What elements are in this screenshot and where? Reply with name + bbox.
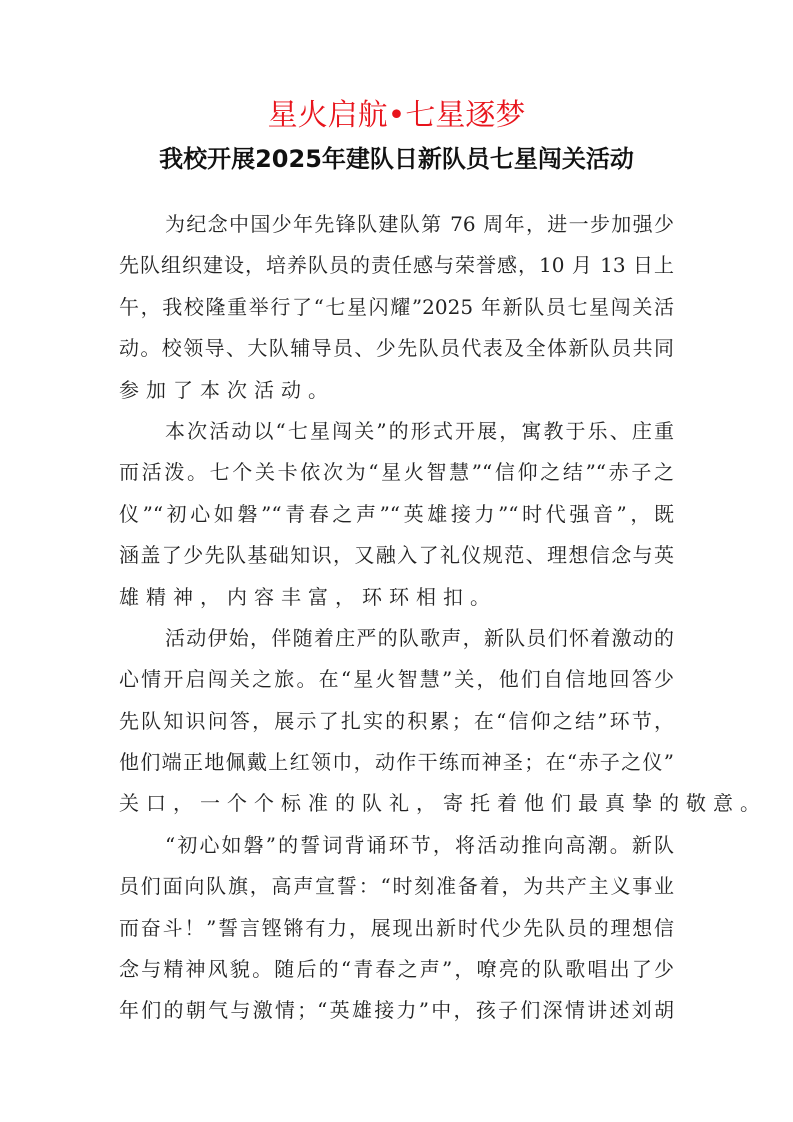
text-line: 活动伊始，伴随着庄严的队歌声，新队员们怀着激动的 bbox=[165, 625, 674, 650]
text-line: 而奋斗！”誓言铿锵有力，展现出新时代少先队员的理想信 bbox=[119, 915, 674, 940]
text-line: “初心如磐”的誓词背诵环节，将活动推向高潮。新队 bbox=[165, 832, 674, 857]
text-line: 他们端正地佩戴上红领巾，动作干练而神圣；在“赤子之仪” bbox=[119, 750, 674, 775]
text-line: 而活泼。七个关卡依次为“星火智慧”“信仰之结”“赤子之 bbox=[119, 460, 674, 485]
text-line: 本次活动以“七星闯关”的形式开展，寓教于乐、庄重 bbox=[165, 418, 674, 443]
text-line: 关口，一个个标准的队礼，寄托着他们最真挚的敬意。 bbox=[119, 791, 767, 816]
paragraph-1 bbox=[119, 204, 674, 411]
text-line: 先队知识问答，展示了扎实的积累；在“信仰之结”环节， bbox=[119, 708, 674, 733]
paragraph-2 bbox=[119, 411, 674, 618]
text-line: 参加了本次活动。 bbox=[119, 377, 335, 402]
text-line: 为纪念中国少年先锋队建队第 76 周年，进一步加强少 bbox=[165, 212, 674, 236]
text-line: 动。校领导、大队辅导员、少先队员代表及全体新队员共同 bbox=[119, 336, 674, 361]
paragraph-3 bbox=[119, 618, 767, 825]
text-line: 先队组织建设，培养队员的责任感与荣誉感，10 月 13 日上 bbox=[119, 253, 674, 278]
text-line: 员们面向队旗，高声宣誓：“时刻准备着，为共产主义事业 bbox=[119, 874, 674, 899]
text-line: 涵盖了少先队基础知识，又融入了礼仪规范、理想信念与英 bbox=[119, 543, 674, 568]
text-line: 仪”“初心如磐”“青春之声”“英雄接力”“时代强音”，既 bbox=[119, 501, 674, 526]
text-line: 雄精神，内容丰富，环环相扣。 bbox=[119, 584, 497, 609]
document-body bbox=[119, 204, 767, 1032]
document-title: 星火启航•七星逐梦 bbox=[267, 98, 526, 133]
paragraph-4 bbox=[119, 825, 674, 1032]
text-line: 午，我校隆重举行了“七星闪耀”2025 年新队员七星闯关活 bbox=[119, 294, 674, 319]
document-subtitle: 我校开展2025年建队日新队员七星闯关活动 bbox=[159, 145, 634, 173]
text-line: 念与精神风貌。随后的“青春之声”，嘹亮的队歌唱出了少 bbox=[119, 957, 674, 982]
text-line: 年们的朝气与激情；“英雄接力”中，孩子们深情讲述刘胡 bbox=[119, 998, 674, 1023]
text-line: 心情开启闯关之旅。在“星火智慧”关，他们自信地回答少 bbox=[119, 667, 674, 692]
